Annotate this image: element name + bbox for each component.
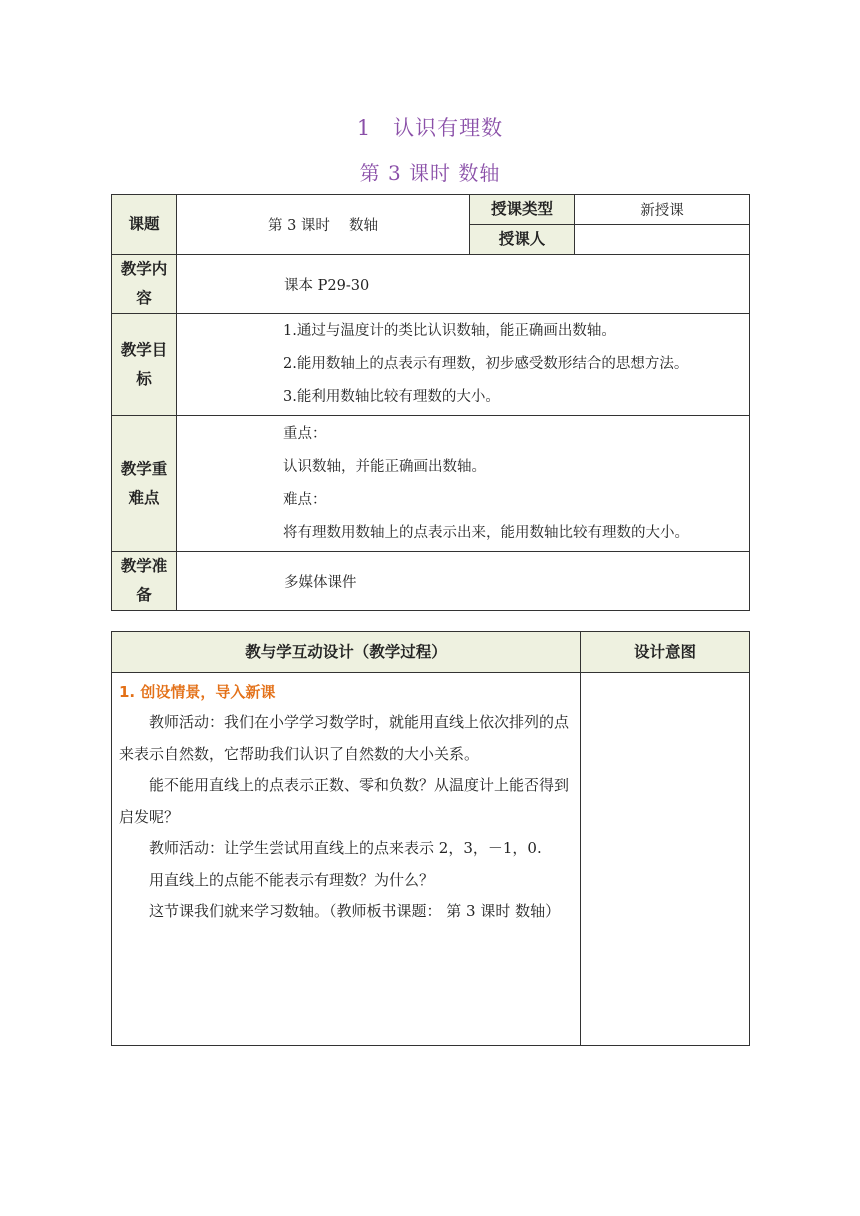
- intent-content: [581, 673, 750, 1046]
- keypoints-list: [177, 416, 750, 552]
- goal-item: 3.能利用数轴比较有理数的大小。: [283, 389, 500, 405]
- content-label: 教学内容: [112, 255, 177, 314]
- prep-value: 多媒体课件: [177, 552, 750, 611]
- keypoint-item: 重点：: [283, 425, 327, 442]
- lesson-info-table: [111, 194, 750, 611]
- process-paragraph: 用直线上的点能不能表示有理数？为什么？: [149, 870, 435, 889]
- lesson-subtitle: 第 3 课时 数轴: [359, 161, 501, 185]
- document-title: 1 认识有理数: [356, 116, 504, 140]
- section-title: 1. 创设情景，导入新课: [119, 683, 276, 701]
- process-header: 教与学互动设计（教学过程）: [112, 632, 581, 673]
- content-value: 课本 P29-30: [177, 255, 750, 314]
- process-paragraph: 教师活动：我们在小学学习数学时，就能用直线上依次排列的点来表示自然数，它帮助我们认识了自然数的大小关系。: [119, 713, 570, 763]
- goals-label: 教学目标: [112, 314, 177, 416]
- process-paragraph: 这节课我们就来学习数轴。（教师板书课题： 第 3 课时 数轴）: [149, 902, 561, 920]
- intent-header: 设计意图: [581, 632, 750, 673]
- keypoint-item: 难点：: [283, 491, 327, 508]
- teacher-label: 授课人: [470, 225, 575, 255]
- teacher-value: [575, 225, 750, 255]
- lesson-type-label: 授课类型: [470, 195, 575, 225]
- goal-item: 1.通过与温度计的类比认识数轴，能正确画出数轴。: [283, 323, 616, 339]
- goal-item: 2.能用数轴上的点表示有理数，初步感受数形结合的思想方法。: [283, 356, 689, 372]
- process-content: [112, 673, 581, 1046]
- prep-label: 教学准备: [112, 552, 177, 611]
- keypoints-label: 教学重难点: [112, 416, 177, 552]
- lesson-type-value: 新授课: [575, 195, 750, 225]
- process-table: [111, 631, 750, 1046]
- goals-list: [177, 314, 750, 416]
- keypoint-item: 将有理数用数轴上的点表示出来，能用数轴比较有理数的大小。: [283, 524, 689, 541]
- keypoint-item: 认识数轴，并能正确画出数轴。: [283, 458, 486, 475]
- topic-value: 第 3 课时 数轴: [177, 195, 470, 255]
- topic-label: 课题: [112, 195, 177, 255]
- process-paragraph: 教师活动：让学生尝试用直线上的点来表示 2，3，－1，0.: [149, 839, 542, 857]
- process-paragraph: 能不能用直线上的点表示正数、零和负数？从温度计上能否得到启发呢？: [119, 776, 570, 826]
